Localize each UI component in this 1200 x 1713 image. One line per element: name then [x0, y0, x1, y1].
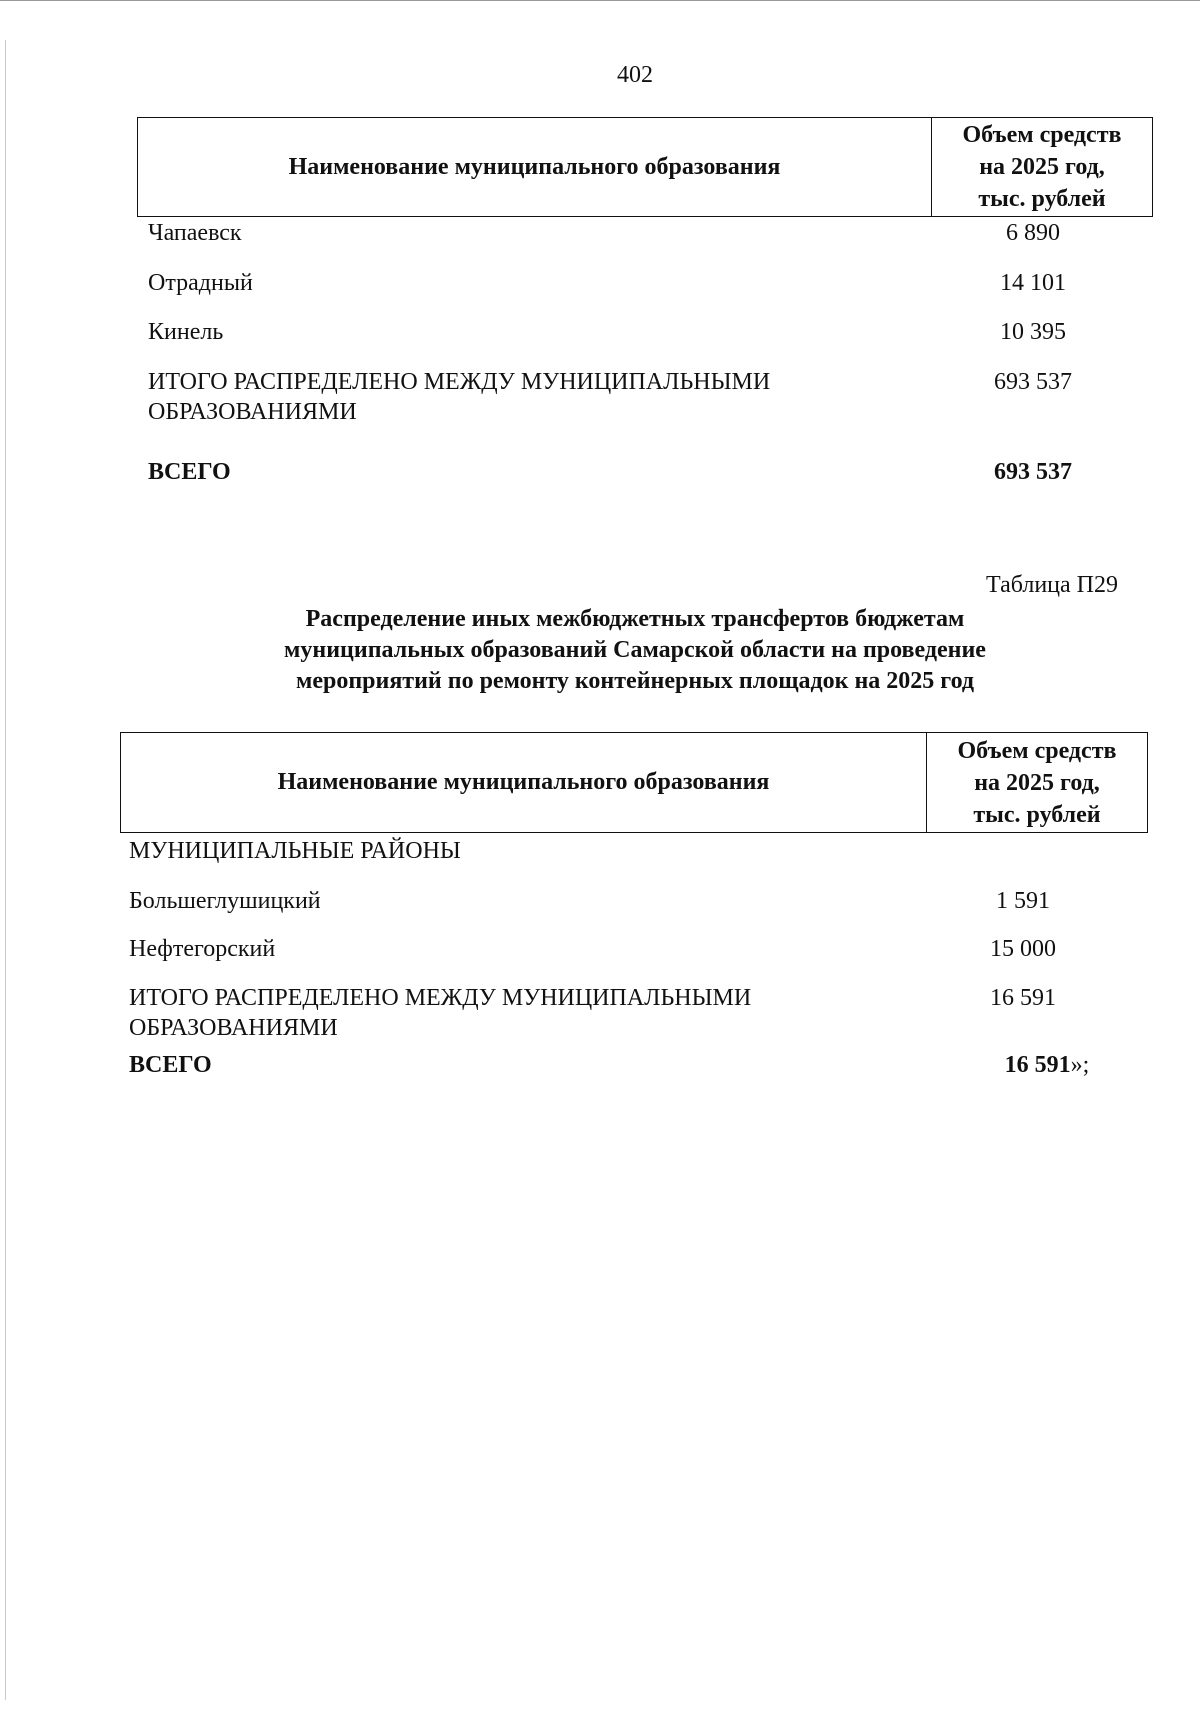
table2-title-line3: мероприятий по ремонту контейнерных площадок на 2025 год — [295, 668, 975, 694]
table1-row-name: ИТОГО РАСПРЕДЕЛЕНО МЕЖДУ МУНИЦИПАЛЬНЫМИ ОБРАЗОВАНИЯМИ — [148, 369, 771, 425]
table1-header-value-line1: Объем средств — [962, 122, 1122, 148]
table1-row-name: Отрадный — [148, 270, 253, 296]
table1-total-label: ВСЕГО — [148, 459, 231, 485]
table2-row-name: ИТОГО РАСПРЕДЕЛЕНО МЕЖДУ МУНИЦИПАЛЬНЫМИ ОБРАЗОВАНИЯМИ — [129, 985, 752, 1041]
table1-row-value: 14 101 — [1000, 270, 1066, 296]
table2-row-value: 16 591 — [990, 985, 1056, 1011]
table2-row-name: Большеглушицкий — [129, 888, 321, 914]
table1-header-value — [932, 118, 1152, 216]
table1-header-name: Наименование муниципального образования — [138, 118, 932, 216]
table2-title-line2: муниципальных образований Самарской области на проведение — [284, 637, 986, 663]
table1-header-value-line2: на 2025 год, — [979, 154, 1105, 180]
table2-total-value: 16 591 — [1004, 1052, 1071, 1078]
table2-header-value-line2: на 2025 год, — [974, 769, 1100, 796]
table1-row-value: 693 537 — [994, 369, 1072, 395]
table2-header-value — [927, 733, 1147, 832]
table2-title — [150, 604, 1120, 697]
scan-edge-top — [0, 0, 1200, 1]
table2-section-label: МУНИЦИПАЛЬНЫЕ РАЙОНЫ — [129, 838, 461, 864]
table1-row-value: 6 890 — [1006, 220, 1060, 246]
table2-caption: Таблица П29 — [986, 572, 1118, 598]
table1-row-name: Чапаевск — [148, 220, 242, 246]
table1-row-name: Кинель — [148, 319, 224, 345]
table2-title-line1: Распределение иных межбюджетных трансфертов бюджетам — [305, 606, 965, 632]
page-number: 402 — [617, 62, 653, 88]
table2-row-name: Нефтегорский — [129, 936, 276, 962]
table2-header-value-line3: тыс. рублей — [973, 801, 1101, 828]
table2-row-value: 15 000 — [990, 936, 1056, 962]
table1-header — [137, 117, 1153, 217]
table2-total-suffix: »; — [1070, 1052, 1090, 1078]
table1-row-value: 10 395 — [1000, 319, 1066, 345]
table2-header-value-line1: Объем средств — [957, 737, 1117, 764]
table2-total-cell — [947, 1050, 1147, 1080]
table2-total-label: ВСЕГО — [129, 1052, 212, 1078]
table2-header-name: Наименование муниципального образования — [121, 733, 927, 832]
table2-row-value: 1 591 — [996, 888, 1050, 914]
table1-total-value: 693 537 — [994, 459, 1072, 485]
scan-edge-left — [5, 40, 6, 1700]
table1-header-value-line3: тыс. рублей — [978, 186, 1106, 212]
table2-header — [120, 732, 1148, 833]
